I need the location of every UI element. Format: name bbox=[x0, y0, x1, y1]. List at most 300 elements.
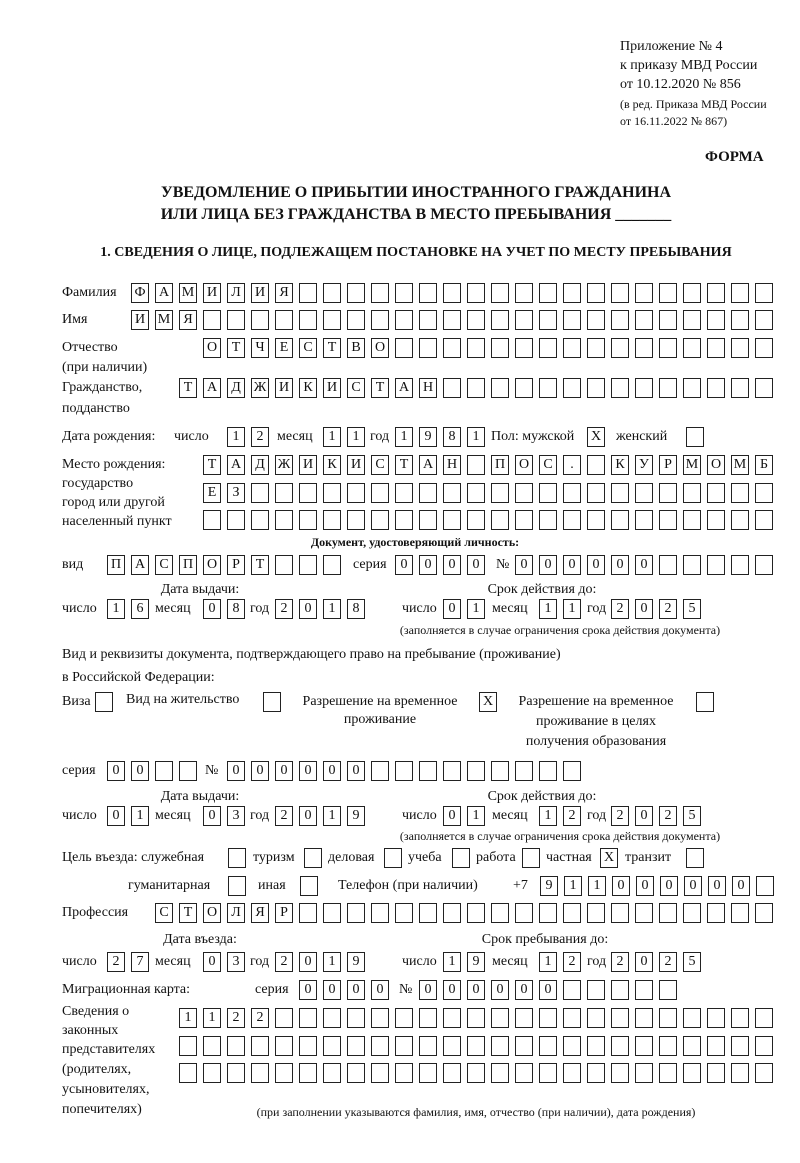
stay-issue-year-cell[interactable]: 0 bbox=[299, 806, 317, 826]
representatives-cell[interactable]: 1 bbox=[179, 1008, 197, 1028]
patronymic-cell[interactable] bbox=[587, 338, 605, 358]
birth-place-cell[interactable] bbox=[587, 510, 605, 530]
birth-place-cell[interactable] bbox=[587, 455, 605, 475]
surname-cell[interactable]: Я bbox=[275, 283, 293, 303]
id-valid-month-cell[interactable]: 1 bbox=[563, 599, 581, 619]
stay-number-cell[interactable]: 0 bbox=[227, 761, 245, 781]
citizenship-cell[interactable] bbox=[731, 378, 749, 398]
surname-cell[interactable] bbox=[539, 283, 557, 303]
stay-series-cell[interactable]: 0 bbox=[131, 761, 149, 781]
birth-place-cell[interactable] bbox=[347, 483, 365, 503]
patronymic-cell[interactable]: Т bbox=[323, 338, 341, 358]
id-number-cell[interactable] bbox=[755, 555, 773, 575]
birth-year-cell[interactable]: 1 bbox=[395, 427, 413, 447]
profession-cell[interactable]: С bbox=[155, 903, 173, 923]
representatives-cell[interactable] bbox=[611, 1063, 629, 1083]
representatives-cell[interactable] bbox=[635, 1036, 653, 1056]
birth-place-cell[interactable] bbox=[635, 510, 653, 530]
birth-place-cell[interactable]: А bbox=[227, 455, 245, 475]
birth-place-cell[interactable]: С bbox=[539, 455, 557, 475]
stay-number-cell[interactable]: 0 bbox=[323, 761, 341, 781]
representatives-cell[interactable] bbox=[563, 1008, 581, 1028]
representatives-cell[interactable] bbox=[443, 1036, 461, 1056]
migration-number-cell[interactable] bbox=[611, 980, 629, 1000]
representatives-cell[interactable] bbox=[203, 1036, 221, 1056]
name-cell[interactable] bbox=[203, 310, 221, 330]
surname-cell[interactable]: И bbox=[251, 283, 269, 303]
id-issue-month-cell[interactable]: 8 bbox=[227, 599, 245, 619]
birth-place-cell[interactable] bbox=[659, 483, 677, 503]
stay-number-cell[interactable]: 0 bbox=[299, 761, 317, 781]
citizenship-cell[interactable] bbox=[635, 378, 653, 398]
id-valid-year-cell[interactable]: 2 bbox=[659, 599, 677, 619]
birth-place-cell[interactable] bbox=[227, 510, 245, 530]
migration-number-cell[interactable]: 0 bbox=[515, 980, 533, 1000]
representatives-cell[interactable] bbox=[467, 1008, 485, 1028]
representatives-cell[interactable] bbox=[275, 1036, 293, 1056]
migration-number-cell[interactable]: 0 bbox=[491, 980, 509, 1000]
birth-place-cell[interactable] bbox=[563, 510, 581, 530]
stay-number-cell[interactable] bbox=[443, 761, 461, 781]
citizenship-cell[interactable]: Ж bbox=[251, 378, 269, 398]
citizenship-cell[interactable]: Т bbox=[371, 378, 389, 398]
stay-number-cell[interactable] bbox=[491, 761, 509, 781]
birth-place-cell[interactable] bbox=[491, 483, 509, 503]
representatives-cell[interactable] bbox=[587, 1063, 605, 1083]
name-cell[interactable] bbox=[587, 310, 605, 330]
birth-place-cell[interactable] bbox=[731, 483, 749, 503]
surname-cell[interactable] bbox=[707, 283, 725, 303]
surname-cell[interactable] bbox=[635, 283, 653, 303]
id-number-cell[interactable] bbox=[683, 555, 701, 575]
surname-cell[interactable] bbox=[587, 283, 605, 303]
birth-month-cell[interactable]: 1 bbox=[323, 427, 341, 447]
representatives-cell[interactable] bbox=[371, 1063, 389, 1083]
migration-number-cell[interactable] bbox=[635, 980, 653, 1000]
birth-place-cell[interactable] bbox=[611, 483, 629, 503]
migration-number-cell[interactable]: 0 bbox=[539, 980, 557, 1000]
birth-place-cell[interactable] bbox=[515, 510, 533, 530]
representatives-cell[interactable] bbox=[323, 1036, 341, 1056]
migration-series-cell[interactable]: 0 bbox=[347, 980, 365, 1000]
representatives-cell[interactable] bbox=[443, 1063, 461, 1083]
citizenship-cell[interactable] bbox=[755, 378, 773, 398]
surname-cell[interactable] bbox=[659, 283, 677, 303]
name-cell[interactable] bbox=[323, 310, 341, 330]
representatives-cell[interactable] bbox=[515, 1008, 533, 1028]
representatives-cell[interactable] bbox=[659, 1063, 677, 1083]
representatives-cell[interactable] bbox=[563, 1063, 581, 1083]
representatives-cell[interactable] bbox=[179, 1036, 197, 1056]
id-kind-cell[interactable]: Р bbox=[227, 555, 245, 575]
id-number-cell[interactable]: 0 bbox=[611, 555, 629, 575]
entry-valid-month-cell[interactable]: 2 bbox=[563, 952, 581, 972]
citizenship-cell[interactable] bbox=[443, 378, 461, 398]
representatives-cell[interactable] bbox=[707, 1036, 725, 1056]
citizenship-cell[interactable]: Т bbox=[179, 378, 197, 398]
surname-cell[interactable] bbox=[467, 283, 485, 303]
birth-place-cell[interactable] bbox=[299, 483, 317, 503]
id-number-cell[interactable]: 0 bbox=[635, 555, 653, 575]
birth-place-cell[interactable] bbox=[395, 483, 413, 503]
patronymic-cell[interactable] bbox=[539, 338, 557, 358]
stay-number-cell[interactable] bbox=[419, 761, 437, 781]
birth-place-cell[interactable]: Р bbox=[659, 455, 677, 475]
name-cell[interactable] bbox=[755, 310, 773, 330]
phone-cell[interactable]: 9 bbox=[540, 876, 558, 896]
purpose-tourism-checkbox[interactable] bbox=[304, 848, 322, 868]
patronymic-cell[interactable] bbox=[731, 338, 749, 358]
phone-cell[interactable]: 0 bbox=[660, 876, 678, 896]
surname-cell[interactable] bbox=[611, 283, 629, 303]
profession-cell[interactable] bbox=[563, 903, 581, 923]
surname-cell[interactable] bbox=[731, 283, 749, 303]
representatives-cell[interactable] bbox=[611, 1008, 629, 1028]
birth-place-cell[interactable]: П bbox=[491, 455, 509, 475]
name-cell[interactable] bbox=[467, 310, 485, 330]
representatives-cell[interactable] bbox=[467, 1063, 485, 1083]
id-series-cell[interactable]: 0 bbox=[467, 555, 485, 575]
stay-number-cell[interactable] bbox=[395, 761, 413, 781]
citizenship-cell[interactable]: С bbox=[347, 378, 365, 398]
stay-valid-year-cell[interactable]: 2 bbox=[611, 806, 629, 826]
representatives-cell[interactable] bbox=[491, 1036, 509, 1056]
purpose-business-checkbox[interactable] bbox=[384, 848, 402, 868]
representatives-cell[interactable] bbox=[395, 1036, 413, 1056]
id-kind-cell[interactable]: П bbox=[179, 555, 197, 575]
id-kind-cell[interactable] bbox=[299, 555, 317, 575]
birth-place-cell[interactable] bbox=[683, 510, 701, 530]
birth-place-cell[interactable] bbox=[539, 483, 557, 503]
surname-cell[interactable] bbox=[755, 283, 773, 303]
profession-cell[interactable] bbox=[731, 903, 749, 923]
birth-place-cell[interactable]: . bbox=[563, 455, 581, 475]
entry-issue-year-cell[interactable]: 0 bbox=[299, 952, 317, 972]
patronymic-cell[interactable]: О bbox=[203, 338, 221, 358]
profession-cell[interactable]: Я bbox=[251, 903, 269, 923]
entry-valid-year-cell[interactable]: 5 bbox=[683, 952, 701, 972]
stay-number-cell[interactable] bbox=[539, 761, 557, 781]
entry-valid-month-cell[interactable]: 1 bbox=[539, 952, 557, 972]
id-kind-cell[interactable] bbox=[275, 555, 293, 575]
name-cell[interactable] bbox=[515, 310, 533, 330]
phone-cell[interactable]: 0 bbox=[684, 876, 702, 896]
birth-place-cell[interactable]: Т bbox=[203, 455, 221, 475]
birth-place-cell[interactable] bbox=[443, 483, 461, 503]
birth-place-cell[interactable] bbox=[539, 510, 557, 530]
name-cell[interactable] bbox=[275, 310, 293, 330]
id-number-cell[interactable] bbox=[707, 555, 725, 575]
citizenship-cell[interactable] bbox=[539, 378, 557, 398]
representatives-cell[interactable] bbox=[275, 1008, 293, 1028]
phone-cell[interactable]: 1 bbox=[588, 876, 606, 896]
stay-valid-year-cell[interactable]: 5 bbox=[683, 806, 701, 826]
profession-cell[interactable] bbox=[611, 903, 629, 923]
representatives-cell[interactable] bbox=[347, 1063, 365, 1083]
representatives-cell[interactable] bbox=[275, 1063, 293, 1083]
profession-cell[interactable] bbox=[419, 903, 437, 923]
stay-issue-month-cell[interactable]: 3 bbox=[227, 806, 245, 826]
profession-cell[interactable] bbox=[491, 903, 509, 923]
birth-place-cell[interactable]: О bbox=[707, 455, 725, 475]
birth-place-cell[interactable] bbox=[563, 483, 581, 503]
profession-cell[interactable] bbox=[515, 903, 533, 923]
patronymic-cell[interactable] bbox=[491, 338, 509, 358]
id-kind-cell[interactable]: А bbox=[131, 555, 149, 575]
name-cell[interactable] bbox=[563, 310, 581, 330]
citizenship-cell[interactable] bbox=[659, 378, 677, 398]
stay-valid-year-cell[interactable]: 0 bbox=[635, 806, 653, 826]
citizenship-cell[interactable]: А bbox=[203, 378, 221, 398]
citizenship-cell[interactable] bbox=[707, 378, 725, 398]
id-valid-year-cell[interactable]: 5 bbox=[683, 599, 701, 619]
name-cell[interactable] bbox=[659, 310, 677, 330]
representatives-cell[interactable] bbox=[299, 1063, 317, 1083]
representatives-cell[interactable] bbox=[755, 1063, 773, 1083]
name-cell[interactable]: Я bbox=[179, 310, 197, 330]
birth-place-cell[interactable]: И bbox=[347, 455, 365, 475]
surname-cell[interactable] bbox=[347, 283, 365, 303]
citizenship-cell[interactable] bbox=[587, 378, 605, 398]
representatives-cell[interactable] bbox=[347, 1008, 365, 1028]
stay-number-cell[interactable] bbox=[467, 761, 485, 781]
birth-place-cell[interactable] bbox=[275, 483, 293, 503]
purpose-study-checkbox[interactable] bbox=[452, 848, 470, 868]
migration-number-cell[interactable] bbox=[659, 980, 677, 1000]
id-valid-month-cell[interactable]: 1 bbox=[539, 599, 557, 619]
profession-cell[interactable] bbox=[755, 903, 773, 923]
profession-cell[interactable] bbox=[659, 903, 677, 923]
patronymic-cell[interactable] bbox=[755, 338, 773, 358]
id-kind-cell[interactable] bbox=[323, 555, 341, 575]
profession-cell[interactable] bbox=[635, 903, 653, 923]
name-cell[interactable]: М bbox=[155, 310, 173, 330]
migration-number-cell[interactable] bbox=[587, 980, 605, 1000]
id-series-cell[interactable]: 0 bbox=[419, 555, 437, 575]
profession-cell[interactable] bbox=[395, 903, 413, 923]
representatives-cell[interactable] bbox=[299, 1036, 317, 1056]
sex-male-checkbox[interactable]: X bbox=[587, 427, 605, 447]
id-issue-day-cell[interactable]: 1 bbox=[107, 599, 125, 619]
patronymic-cell[interactable] bbox=[659, 338, 677, 358]
representatives-cell[interactable] bbox=[443, 1008, 461, 1028]
patronymic-cell[interactable] bbox=[443, 338, 461, 358]
entry-issue-year-cell[interactable]: 9 bbox=[347, 952, 365, 972]
birth-place-cell[interactable] bbox=[731, 510, 749, 530]
birth-place-cell[interactable] bbox=[467, 510, 485, 530]
representatives-cell[interactable] bbox=[323, 1063, 341, 1083]
representatives-cell[interactable] bbox=[323, 1008, 341, 1028]
name-cell[interactable] bbox=[491, 310, 509, 330]
stay-series-cell[interactable] bbox=[179, 761, 197, 781]
name-cell[interactable] bbox=[227, 310, 245, 330]
stay-number-cell[interactable]: 0 bbox=[275, 761, 293, 781]
name-cell[interactable] bbox=[611, 310, 629, 330]
birth-place-cell[interactable] bbox=[419, 510, 437, 530]
representatives-cell[interactable] bbox=[731, 1008, 749, 1028]
stay-number-cell[interactable]: 0 bbox=[251, 761, 269, 781]
birth-place-cell[interactable] bbox=[203, 510, 221, 530]
representatives-cell[interactable] bbox=[227, 1063, 245, 1083]
entry-issue-month-cell[interactable]: 0 bbox=[203, 952, 221, 972]
stay-issue-month-cell[interactable]: 0 bbox=[203, 806, 221, 826]
birth-place-cell[interactable]: М bbox=[731, 455, 749, 475]
entry-issue-year-cell[interactable]: 1 bbox=[323, 952, 341, 972]
birth-place-cell[interactable] bbox=[395, 510, 413, 530]
profession-cell[interactable] bbox=[539, 903, 557, 923]
profession-cell[interactable]: Л bbox=[227, 903, 245, 923]
citizenship-cell[interactable]: И bbox=[275, 378, 293, 398]
migration-number-cell[interactable]: 0 bbox=[467, 980, 485, 1000]
stay-valid-day-cell[interactable]: 0 bbox=[443, 806, 461, 826]
id-number-cell[interactable]: 0 bbox=[539, 555, 557, 575]
representatives-cell[interactable] bbox=[395, 1063, 413, 1083]
patronymic-cell[interactable] bbox=[635, 338, 653, 358]
name-cell[interactable] bbox=[299, 310, 317, 330]
citizenship-cell[interactable]: Д bbox=[227, 378, 245, 398]
id-kind-cell[interactable]: О bbox=[203, 555, 221, 575]
representatives-cell[interactable] bbox=[539, 1008, 557, 1028]
birth-place-cell[interactable] bbox=[707, 483, 725, 503]
stay-issue-day-cell[interactable]: 0 bbox=[107, 806, 125, 826]
representatives-cell[interactable] bbox=[419, 1063, 437, 1083]
entry-valid-year-cell[interactable]: 2 bbox=[659, 952, 677, 972]
representatives-cell[interactable] bbox=[635, 1008, 653, 1028]
surname-cell[interactable]: А bbox=[155, 283, 173, 303]
name-cell[interactable] bbox=[635, 310, 653, 330]
citizenship-cell[interactable] bbox=[611, 378, 629, 398]
birth-place-cell[interactable]: И bbox=[299, 455, 317, 475]
birth-place-cell[interactable] bbox=[755, 483, 773, 503]
birth-place-cell[interactable]: С bbox=[371, 455, 389, 475]
phone-cell[interactable] bbox=[756, 876, 774, 896]
representatives-cell[interactable] bbox=[227, 1036, 245, 1056]
birth-place-cell[interactable] bbox=[323, 483, 341, 503]
patronymic-cell[interactable] bbox=[707, 338, 725, 358]
birth-place-cell[interactable] bbox=[587, 483, 605, 503]
birth-place-cell[interactable] bbox=[659, 510, 677, 530]
profession-cell[interactable] bbox=[707, 903, 725, 923]
birth-month-cell[interactable]: 1 bbox=[347, 427, 365, 447]
citizenship-cell[interactable]: Н bbox=[419, 378, 437, 398]
birth-place-cell[interactable] bbox=[371, 483, 389, 503]
surname-cell[interactable] bbox=[515, 283, 533, 303]
id-issue-year-cell[interactable]: 2 bbox=[275, 599, 293, 619]
birth-place-cell[interactable]: А bbox=[419, 455, 437, 475]
purpose-other-checkbox[interactable] bbox=[300, 876, 318, 896]
birth-place-cell[interactable] bbox=[491, 510, 509, 530]
representatives-cell[interactable] bbox=[659, 1008, 677, 1028]
patronymic-cell[interactable] bbox=[467, 338, 485, 358]
birth-place-cell[interactable] bbox=[635, 483, 653, 503]
migration-number-cell[interactable] bbox=[563, 980, 581, 1000]
id-number-cell[interactable] bbox=[659, 555, 677, 575]
birth-place-cell[interactable]: Е bbox=[203, 483, 221, 503]
phone-cell[interactable]: 0 bbox=[636, 876, 654, 896]
citizenship-cell[interactable] bbox=[515, 378, 533, 398]
birth-place-cell[interactable] bbox=[251, 483, 269, 503]
birth-place-cell[interactable] bbox=[323, 510, 341, 530]
visa-checkbox[interactable] bbox=[95, 692, 113, 712]
id-series-cell[interactable]: 0 bbox=[443, 555, 461, 575]
citizenship-cell[interactable] bbox=[563, 378, 581, 398]
patronymic-cell[interactable]: О bbox=[371, 338, 389, 358]
birth-day-cell[interactable]: 1 bbox=[227, 427, 245, 447]
surname-cell[interactable] bbox=[323, 283, 341, 303]
migration-number-cell[interactable]: 0 bbox=[419, 980, 437, 1000]
id-number-cell[interactable] bbox=[731, 555, 749, 575]
entry-issue-day-cell[interactable]: 7 bbox=[131, 952, 149, 972]
representatives-cell[interactable] bbox=[587, 1008, 605, 1028]
name-cell[interactable] bbox=[707, 310, 725, 330]
patronymic-cell[interactable]: Ч bbox=[251, 338, 269, 358]
birth-place-cell[interactable]: О bbox=[515, 455, 533, 475]
citizenship-cell[interactable] bbox=[683, 378, 701, 398]
surname-cell[interactable]: Ф bbox=[131, 283, 149, 303]
representatives-cell[interactable] bbox=[539, 1036, 557, 1056]
representatives-cell[interactable] bbox=[491, 1008, 509, 1028]
stay-number-cell[interactable] bbox=[563, 761, 581, 781]
stay-issue-year-cell[interactable]: 1 bbox=[323, 806, 341, 826]
stay-series-cell[interactable] bbox=[155, 761, 173, 781]
patronymic-cell[interactable]: Т bbox=[227, 338, 245, 358]
representatives-cell[interactable] bbox=[611, 1036, 629, 1056]
purpose-official-checkbox[interactable] bbox=[228, 848, 246, 868]
stay-number-cell[interactable]: 0 bbox=[347, 761, 365, 781]
representatives-cell[interactable] bbox=[347, 1036, 365, 1056]
citizenship-cell[interactable] bbox=[467, 378, 485, 398]
representatives-cell[interactable] bbox=[659, 1036, 677, 1056]
stay-valid-month-cell[interactable]: 2 bbox=[563, 806, 581, 826]
birth-place-cell[interactable] bbox=[299, 510, 317, 530]
id-issue-month-cell[interactable]: 0 bbox=[203, 599, 221, 619]
profession-cell[interactable]: Р bbox=[275, 903, 293, 923]
name-cell[interactable] bbox=[443, 310, 461, 330]
patronymic-cell[interactable] bbox=[419, 338, 437, 358]
representatives-cell[interactable] bbox=[635, 1063, 653, 1083]
entry-valid-year-cell[interactable]: 2 bbox=[611, 952, 629, 972]
representatives-cell[interactable] bbox=[251, 1036, 269, 1056]
entry-valid-day-cell[interactable]: 1 bbox=[443, 952, 461, 972]
surname-cell[interactable] bbox=[443, 283, 461, 303]
entry-issue-day-cell[interactable]: 2 bbox=[107, 952, 125, 972]
profession-cell[interactable] bbox=[683, 903, 701, 923]
birth-place-cell[interactable] bbox=[515, 483, 533, 503]
representatives-cell[interactable] bbox=[251, 1063, 269, 1083]
id-issue-year-cell[interactable]: 1 bbox=[323, 599, 341, 619]
surname-cell[interactable] bbox=[299, 283, 317, 303]
representatives-cell[interactable] bbox=[707, 1063, 725, 1083]
birth-place-cell[interactable] bbox=[275, 510, 293, 530]
birth-year-cell[interactable]: 8 bbox=[443, 427, 461, 447]
birth-place-cell[interactable] bbox=[371, 510, 389, 530]
name-cell[interactable] bbox=[539, 310, 557, 330]
purpose-private-checkbox[interactable]: X bbox=[600, 848, 618, 868]
birth-place-cell[interactable] bbox=[467, 483, 485, 503]
profession-cell[interactable] bbox=[467, 903, 485, 923]
representatives-cell[interactable] bbox=[587, 1036, 605, 1056]
birth-place-cell[interactable] bbox=[419, 483, 437, 503]
profession-cell[interactable] bbox=[323, 903, 341, 923]
representatives-cell[interactable] bbox=[395, 1008, 413, 1028]
representatives-cell[interactable] bbox=[539, 1063, 557, 1083]
entry-valid-day-cell[interactable]: 9 bbox=[467, 952, 485, 972]
patronymic-cell[interactable] bbox=[515, 338, 533, 358]
id-issue-year-cell[interactable]: 8 bbox=[347, 599, 365, 619]
patronymic-cell[interactable]: В bbox=[347, 338, 365, 358]
stay-valid-year-cell[interactable]: 2 bbox=[659, 806, 677, 826]
profession-cell[interactable] bbox=[299, 903, 317, 923]
